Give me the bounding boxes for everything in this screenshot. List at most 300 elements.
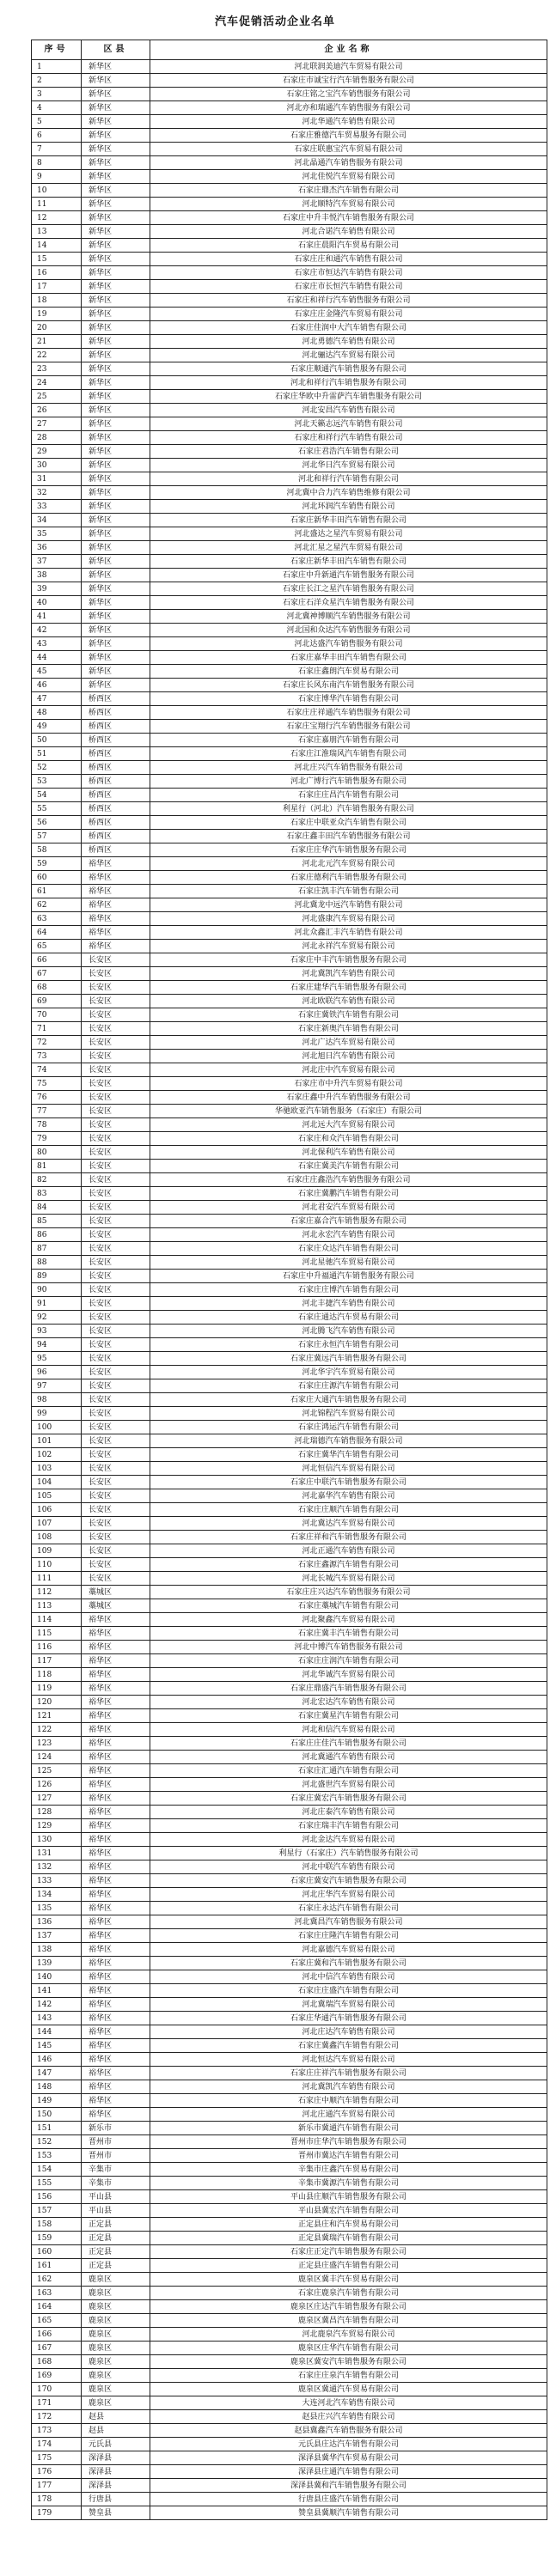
row-district: 新华区 [82, 376, 150, 390]
row-seq: 113 [32, 1599, 82, 1613]
row-company: 石家庄中联亚众汽车销售有限公司 [150, 816, 547, 830]
row-district: 长安区 [82, 1036, 150, 1050]
row-district: 裕华区 [82, 1696, 150, 1709]
row-seq: 127 [32, 1792, 82, 1806]
row-seq: 60 [32, 871, 82, 885]
row-company: 河北安昌汽车销售有限公司 [150, 404, 547, 417]
row-district: 长安区 [82, 1022, 150, 1036]
row-company: 元氏县庄达汽车销售有限公司 [150, 2438, 547, 2451]
row-company: 河北达盛汽车销售服务有限公司 [150, 637, 547, 651]
row-seq: 17 [32, 280, 82, 294]
table-row [32, 1022, 547, 1036]
row-company: 河北中联汽车销售有限公司 [150, 1860, 547, 1874]
row-district: 新华区 [82, 445, 150, 459]
row-district: 长安区 [82, 1228, 150, 1242]
row-district: 长安区 [82, 1448, 150, 1462]
row-district: 长安区 [82, 1531, 150, 1544]
table-row [32, 2067, 547, 2080]
row-company: 石家庄藁城汽车销售有限公司 [150, 1599, 547, 1613]
row-seq: 41 [32, 610, 82, 624]
row-district: 裕华区 [82, 1888, 150, 1902]
table-row [32, 596, 547, 610]
row-district: 新华区 [82, 184, 150, 198]
row-seq: 10 [32, 184, 82, 198]
row-district: 新华区 [82, 541, 150, 555]
row-seq: 23 [32, 362, 82, 376]
row-seq: 119 [32, 1682, 82, 1696]
row-company: 石家庄冀星汽车销售有限公司 [150, 1709, 547, 1723]
table-row [32, 2135, 547, 2149]
table-row [32, 404, 547, 417]
row-seq: 50 [32, 734, 82, 747]
table-row [32, 225, 547, 239]
row-district: 裕华区 [82, 1737, 150, 1751]
table-row [32, 1063, 547, 1077]
table-row [32, 1008, 547, 1022]
table-row [32, 2451, 547, 2465]
row-district: 赵县 [82, 2410, 150, 2424]
row-seq: 40 [32, 596, 82, 610]
row-company: 石家庄冀美汽车销售有限公司 [150, 1160, 547, 1173]
row-seq: 64 [32, 926, 82, 940]
table-row [32, 665, 547, 679]
row-district: 裕华区 [82, 926, 150, 940]
row-company: 河北华宇汽车贸易有限公司 [150, 1366, 547, 1379]
row-company: 石家庄建华汽车销售服务有限公司 [150, 981, 547, 995]
row-company: 河北汇星之星汽车贸易有限公司 [150, 541, 547, 555]
table-row [32, 857, 547, 871]
row-district: 长安区 [82, 1118, 150, 1132]
row-district: 新华区 [82, 308, 150, 321]
row-seq: 111 [32, 1572, 82, 1586]
table-row [32, 445, 547, 459]
table-row [32, 376, 547, 390]
row-company: 石家庄鑫中升汽车销售服务有限公司 [150, 1091, 547, 1105]
row-district: 裕华区 [82, 1682, 150, 1696]
row-company: 石家庄众达汽车销售有限公司 [150, 1242, 547, 1256]
row-district: 裕华区 [82, 1874, 150, 1888]
row-company: 河北冀神博顺汽车销售服务有限公司 [150, 610, 547, 624]
row-company: 华驰欧亚汽车销售服务（石家庄）有限公司 [150, 1105, 547, 1118]
row-seq: 149 [32, 2094, 82, 2108]
row-company: 石家庄庄昌汽车销售有限公司 [150, 789, 547, 802]
row-district: 正定县 [82, 2218, 150, 2232]
row-company: 河北天籁志远汽车销售有限公司 [150, 417, 547, 431]
row-district: 桥西区 [82, 802, 150, 816]
table-row [32, 1998, 547, 2012]
row-district: 深泽县 [82, 2465, 150, 2479]
table-row [32, 390, 547, 404]
table-row [32, 2506, 547, 2520]
row-district: 新华区 [82, 101, 150, 115]
row-district: 长安区 [82, 1421, 150, 1434]
row-district: 赵县 [82, 2424, 150, 2438]
table-row [32, 706, 547, 720]
row-seq: 51 [32, 747, 82, 761]
row-company: 石家庄祥和汽车销售服务有限公司 [150, 1531, 547, 1544]
row-seq: 31 [32, 472, 82, 486]
table-row [32, 555, 547, 569]
table-row [32, 2369, 547, 2383]
row-company: 石家庄博华汽车销售有限公司 [150, 692, 547, 706]
table-row [32, 1792, 547, 1806]
row-seq: 32 [32, 486, 82, 500]
row-company: 河北环润汽车销售有限公司 [150, 500, 547, 514]
row-district: 长安区 [82, 1132, 150, 1146]
row-company: 河北勇德汽车销售有限公司 [150, 335, 547, 349]
row-district: 新华区 [82, 596, 150, 610]
table-row [32, 2438, 547, 2451]
table-row [32, 1050, 547, 1063]
row-company: 正定县庄和汽车贸易有限公司 [150, 2218, 547, 2232]
table-row [32, 995, 547, 1008]
row-company: 鹿泉区庄达汽车销售服务有限公司 [150, 2300, 547, 2314]
row-seq: 52 [32, 761, 82, 775]
row-seq: 112 [32, 1586, 82, 1599]
row-district: 新华区 [82, 651, 150, 665]
table-row [32, 1283, 547, 1297]
row-seq: 91 [32, 1297, 82, 1311]
table-row [32, 2094, 547, 2108]
table-row [32, 1352, 547, 1366]
row-district: 裕华区 [82, 1764, 150, 1778]
row-company: 石家庄佳润中大汽车销售有限公司 [150, 321, 547, 335]
row-seq: 61 [32, 885, 82, 898]
table-row [32, 1668, 547, 1682]
row-district: 裕华区 [82, 1984, 150, 1998]
row-company: 石家庄汇通汽车销售有限公司 [150, 1764, 547, 1778]
table-row [32, 1806, 547, 1819]
row-seq: 26 [32, 404, 82, 417]
row-seq: 71 [32, 1022, 82, 1036]
row-seq: 49 [32, 720, 82, 734]
row-seq: 124 [32, 1751, 82, 1764]
row-seq: 139 [32, 1957, 82, 1970]
row-district: 裕华区 [82, 1806, 150, 1819]
row-seq: 136 [32, 1915, 82, 1929]
table-row [32, 1627, 547, 1641]
row-seq: 73 [32, 1050, 82, 1063]
table-row [32, 1366, 547, 1379]
table-row [32, 912, 547, 926]
table-row [32, 1476, 547, 1489]
row-company: 石家庄嘉合汽车销售服务有限公司 [150, 1215, 547, 1228]
row-district: 长安区 [82, 1434, 150, 1448]
row-district: 裕华区 [82, 2094, 150, 2108]
table-row [32, 472, 547, 486]
row-seq: 82 [32, 1173, 82, 1187]
row-seq: 168 [32, 2355, 82, 2369]
row-seq: 165 [32, 2314, 82, 2328]
table-row [32, 514, 547, 527]
table-row [32, 1778, 547, 1792]
table-row [32, 129, 547, 143]
row-company: 河北佳悦汽车贸易有限公司 [150, 170, 547, 184]
row-district: 新华区 [82, 198, 150, 211]
table-row [32, 1311, 547, 1325]
row-district: 裕华区 [82, 1654, 150, 1668]
table-row [32, 885, 547, 898]
row-district: 新华区 [82, 514, 150, 527]
header-seq: 序号 [32, 40, 82, 60]
row-seq: 72 [32, 1036, 82, 1050]
row-district: 长安区 [82, 1297, 150, 1311]
row-company: 晋州市冀达汽车销售有限公司 [150, 2149, 547, 2163]
row-district: 桥西区 [82, 747, 150, 761]
row-company: 河北嘉德汽车贸易有限公司 [150, 1943, 547, 1957]
row-company: 石家庄市中升汽车贸易有限公司 [150, 1077, 547, 1091]
table-row [32, 761, 547, 775]
row-seq: 89 [32, 1270, 82, 1283]
row-district: 长安区 [82, 1311, 150, 1325]
row-district: 正定县 [82, 2259, 150, 2273]
table-row [32, 2342, 547, 2355]
table-row [32, 253, 547, 266]
table-row [32, 1105, 547, 1118]
header-district: 区县 [82, 40, 150, 60]
table-row [32, 2410, 547, 2424]
row-district: 裕华区 [82, 1613, 150, 1627]
table-row [32, 2163, 547, 2177]
row-seq: 167 [32, 2342, 82, 2355]
table-row [32, 1489, 547, 1503]
row-company: 石家庄华欧中升雷萨汽车销售服务有限公司 [150, 390, 547, 404]
row-company: 河北华诚汽车贸易有限公司 [150, 1668, 547, 1682]
row-company: 鹿泉区冀通汽车贸易有限公司 [150, 2383, 547, 2396]
row-district: 新华区 [82, 156, 150, 170]
table-row [32, 2080, 547, 2094]
row-company: 石家庄庄顺汽车销售有限公司 [150, 1503, 547, 1517]
table-row [32, 843, 547, 857]
table-row [32, 1723, 547, 1737]
table-row [32, 2039, 547, 2053]
row-seq: 46 [32, 679, 82, 692]
row-company: 石家庄通达汽车贸易有限公司 [150, 1311, 547, 1325]
row-company: 石家庄瑞丰汽车销售有限公司 [150, 1819, 547, 1833]
table-row [32, 2465, 547, 2479]
table-row [32, 527, 547, 541]
row-district: 裕华区 [82, 2053, 150, 2067]
row-company: 河北冀昌汽车销售服务有限公司 [150, 1915, 547, 1929]
table-row [32, 170, 547, 184]
row-seq: 33 [32, 500, 82, 514]
table-row [32, 898, 547, 912]
table-row [32, 459, 547, 472]
row-district: 鹿泉区 [82, 2342, 150, 2355]
row-seq: 53 [32, 775, 82, 789]
row-company: 河北冀中合力汽车销售维修有限公司 [150, 486, 547, 500]
row-district: 桥西区 [82, 816, 150, 830]
row-seq: 175 [32, 2451, 82, 2465]
row-company: 大连河北汽车销售有限公司 [150, 2396, 547, 2410]
row-seq: 117 [32, 1654, 82, 1668]
row-seq: 88 [32, 1256, 82, 1270]
row-seq: 138 [32, 1943, 82, 1957]
row-seq: 109 [32, 1544, 82, 1558]
row-district: 新华区 [82, 294, 150, 308]
row-company: 河北华日汽车贸易有限公司 [150, 459, 547, 472]
row-district: 鹿泉区 [82, 2273, 150, 2287]
table-body [32, 60, 547, 2520]
table-header-row [32, 40, 547, 60]
row-district: 裕华区 [82, 1819, 150, 1833]
row-district: 平山县 [82, 2190, 150, 2204]
row-seq: 16 [32, 266, 82, 280]
row-district: 新华区 [82, 253, 150, 266]
row-company: 河北联润美迪汽车贸易有限公司 [150, 60, 547, 74]
table-row [32, 1874, 547, 1888]
row-seq: 101 [32, 1434, 82, 1448]
table-row [32, 1187, 547, 1201]
row-district: 新华区 [82, 637, 150, 651]
row-district: 新华区 [82, 335, 150, 349]
row-company: 鹿泉区冀丰汽车贸易有限公司 [150, 2273, 547, 2287]
row-district: 裕华区 [82, 2080, 150, 2094]
row-company: 石家庄冀丰汽车销售有限公司 [150, 1627, 547, 1641]
row-company: 石家庄冀华汽车销售有限公司 [150, 1448, 547, 1462]
table-row [32, 1654, 547, 1668]
row-seq: 8 [32, 156, 82, 170]
table-row [32, 1833, 547, 1847]
table-row [32, 198, 547, 211]
table-row [32, 830, 547, 843]
row-seq: 153 [32, 2149, 82, 2163]
row-company: 利星行（河北）汽车销售服务有限公司 [150, 802, 547, 816]
table-row [32, 362, 547, 376]
row-seq: 144 [32, 2025, 82, 2039]
table-row [32, 926, 547, 940]
row-seq: 2 [32, 74, 82, 88]
row-company: 石家庄市恒达汽车销售有限公司 [150, 266, 547, 280]
row-district: 鹿泉区 [82, 2300, 150, 2314]
row-seq: 133 [32, 1874, 82, 1888]
row-seq: 77 [32, 1105, 82, 1118]
row-district: 长安区 [82, 1366, 150, 1379]
row-district: 裕华区 [82, 885, 150, 898]
row-seq: 80 [32, 1146, 82, 1160]
row-district: 新华区 [82, 349, 150, 362]
table-row [32, 2287, 547, 2300]
row-district: 长安区 [82, 1201, 150, 1215]
row-company: 石家庄凯丰汽车销售有限公司 [150, 885, 547, 898]
row-district: 藁城区 [82, 1586, 150, 1599]
table-row [32, 871, 547, 885]
row-seq: 58 [32, 843, 82, 857]
row-district: 深泽县 [82, 2451, 150, 2465]
row-district: 新华区 [82, 665, 150, 679]
table-row [32, 610, 547, 624]
row-district: 新华区 [82, 417, 150, 431]
row-seq: 108 [32, 1531, 82, 1544]
row-company: 赵县庄兴汽车销售有限公司 [150, 2410, 547, 2424]
row-seq: 74 [32, 1063, 82, 1077]
row-district: 桥西区 [82, 843, 150, 857]
row-company: 鹿泉区冀安汽车销售服务有限公司 [150, 2355, 547, 2369]
row-district: 长安区 [82, 1325, 150, 1338]
row-company: 石家庄冀鹏汽车销售有限公司 [150, 1187, 547, 1201]
row-district: 裕华区 [82, 1668, 150, 1682]
row-company: 河北和祥行汽车销售有限公司 [150, 472, 547, 486]
table-row [32, 1943, 547, 1957]
table-row [32, 115, 547, 129]
row-company: 石家庄正定汽车销售服务有限公司 [150, 2245, 547, 2259]
table-row [32, 1517, 547, 1531]
table-row [32, 2025, 547, 2039]
row-district: 新华区 [82, 88, 150, 101]
row-district: 长安区 [82, 1187, 150, 1201]
row-company: 石家庄冀宏汽车销售服务有限公司 [150, 1792, 547, 1806]
row-district: 长安区 [82, 1105, 150, 1118]
row-district: 新华区 [82, 362, 150, 376]
table-row [32, 2493, 547, 2506]
row-company: 河北庄华汽车贸易有限公司 [150, 1888, 547, 1902]
table-row [32, 1737, 547, 1751]
row-seq: 48 [32, 706, 82, 720]
row-company: 平山县庄顺汽车销售服务有限公司 [150, 2190, 547, 2204]
row-seq: 63 [32, 912, 82, 926]
row-company: 河北顺特汽车贸易有限公司 [150, 198, 547, 211]
row-district: 长安区 [82, 1503, 150, 1517]
table-row [32, 1434, 547, 1448]
row-seq: 154 [32, 2163, 82, 2177]
row-district: 裕华区 [82, 2067, 150, 2080]
row-district: 桥西区 [82, 734, 150, 747]
row-district: 新华区 [82, 486, 150, 500]
row-seq: 79 [32, 1132, 82, 1146]
row-company: 河北庄中汽车贸易有限公司 [150, 1063, 547, 1077]
table-row [32, 2383, 547, 2396]
row-company: 赞皇县冀顺汽车销售有限公司 [150, 2506, 547, 2520]
row-company: 鹿泉区冀昌汽车销售有限公司 [150, 2314, 547, 2328]
row-company: 深泽县冀华汽车贸易有限公司 [150, 2451, 547, 2465]
row-district: 裕华区 [82, 1915, 150, 1929]
row-company: 河北锦程汽车贸易有限公司 [150, 1407, 547, 1421]
row-district: 新华区 [82, 679, 150, 692]
row-district: 正定县 [82, 2232, 150, 2245]
row-company: 石家庄江淮瑞风汽车销售有限公司 [150, 747, 547, 761]
table-row [32, 1957, 547, 1970]
row-seq: 160 [32, 2245, 82, 2259]
row-district: 桥西区 [82, 775, 150, 789]
table-row [32, 74, 547, 88]
row-seq: 36 [32, 541, 82, 555]
table-row [32, 2314, 547, 2328]
row-company: 石家庄华通汽车销售服务有限公司 [150, 2012, 547, 2025]
table-row [32, 1902, 547, 1915]
row-company: 河北冀凯汽车销售有限公司 [150, 967, 547, 981]
row-district: 裕华区 [82, 1709, 150, 1723]
row-company: 石家庄庄鑫浩汽车销售服务有限公司 [150, 1173, 547, 1187]
row-seq: 78 [32, 1118, 82, 1132]
row-company: 河北嘉华汽车销售有限公司 [150, 1489, 547, 1503]
table-row [32, 1256, 547, 1270]
table-row [32, 2355, 547, 2369]
row-district: 新华区 [82, 239, 150, 253]
table-row [32, 2259, 547, 2273]
row-district: 鹿泉区 [82, 2287, 150, 2300]
row-company: 石家庄庄佳汽车销售服务有限公司 [150, 1737, 547, 1751]
row-company: 石家庄铭之宝汽车销售服务有限公司 [150, 88, 547, 101]
row-district: 辛集市 [82, 2163, 150, 2177]
row-company: 河北中博汽车销售服务有限公司 [150, 1641, 547, 1654]
row-seq: 24 [32, 376, 82, 390]
row-company: 河北众鑫汇丰汽车销售有限公司 [150, 926, 547, 940]
row-company: 石家庄鸿运汽车销售有限公司 [150, 1421, 547, 1434]
row-district: 裕华区 [82, 1847, 150, 1860]
row-company: 河北聚鑫汽车贸易有限公司 [150, 1613, 547, 1627]
row-company: 石家庄市长恒汽车销售有限公司 [150, 280, 547, 294]
row-seq: 85 [32, 1215, 82, 1228]
